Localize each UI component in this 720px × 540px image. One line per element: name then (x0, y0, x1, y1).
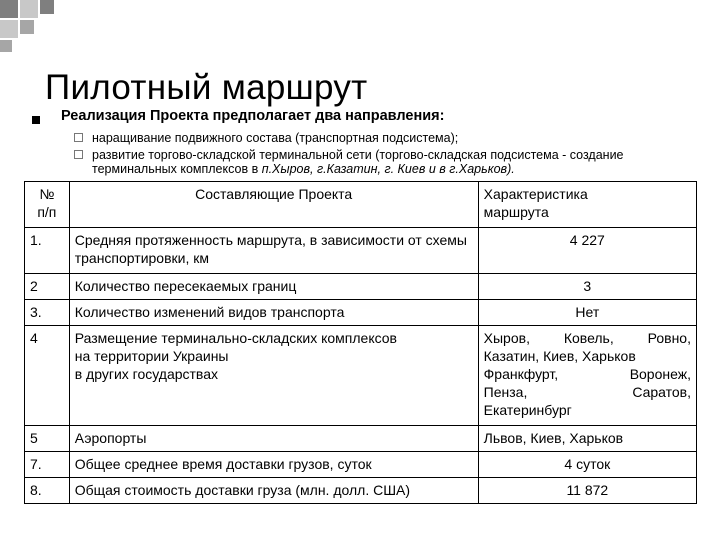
decoration-square (40, 0, 54, 14)
table-header-row (25, 182, 697, 228)
table-row (25, 274, 697, 300)
table-row (25, 326, 697, 426)
row-number: 4 (25, 326, 70, 426)
row-value (478, 326, 696, 426)
row-component: Количество изменений видов транспорта (69, 300, 478, 326)
checkbox-bullet-icon (74, 133, 83, 142)
direction-text-line2: терминальных комплексов в (92, 162, 262, 176)
value-line: Екатеринбург (483, 402, 572, 418)
decoration-square (20, 0, 38, 18)
row-component-line: Размещение терминально-складских комплексов (74, 330, 397, 346)
decoration-square (20, 20, 34, 34)
intro-text: Реализация Проекта предполагает два направления: (61, 108, 445, 124)
route-table (24, 181, 697, 504)
table-row (25, 452, 697, 478)
header-characteristic (478, 182, 696, 228)
row-value: 3 (478, 274, 696, 300)
direction-cities: п.Хыров, г.Казатин, г. Киев и в г.Харьков). (261, 162, 515, 176)
slide-title: Пилотный маршрут (45, 68, 368, 107)
value-line (484, 365, 691, 383)
table-row (25, 300, 697, 326)
decoration-square (0, 0, 18, 18)
header-number-line2: п/п (37, 204, 57, 220)
header-characteristic-line2: маршрута (483, 204, 549, 220)
direction-text: наращивание подвижного состава (транспортная подсистема); (92, 131, 459, 145)
value-line: Казатин, Киев, Харьков (483, 348, 636, 364)
row-number: 8. (25, 478, 70, 504)
decoration-square (0, 40, 12, 52)
value-line (484, 329, 691, 347)
row-number: 7. (25, 452, 70, 478)
direction-text (92, 148, 712, 176)
decoration-square (0, 20, 18, 38)
table-row (25, 426, 697, 452)
city-word: Франкфурт, (483, 366, 559, 382)
direction-text-line1: развитие торгово-складской терминальной сети (торгово-складская подсистема - создание (92, 148, 624, 162)
row-component-line: на территории Украины (74, 348, 229, 364)
row-number: 3. (25, 300, 70, 326)
row-component: Аэропорты (69, 426, 478, 452)
city-word: Воронеж, (629, 366, 691, 382)
header-number-line1: № (39, 186, 55, 202)
square-bullet-icon (32, 116, 40, 124)
value-line (484, 383, 691, 401)
city-word: Ровно, (647, 330, 691, 346)
row-component: Общее среднее время доставки грузов, суток (69, 452, 478, 478)
row-number: 2 (25, 274, 70, 300)
row-value: Львов, Киев, Харьков (478, 426, 696, 452)
header-number (25, 182, 70, 228)
city-word: Ковель, (563, 330, 614, 346)
city-word: Пенза, (483, 384, 528, 400)
row-component: Количество пересекаемых границ (69, 274, 478, 300)
row-value: 4 227 (478, 228, 696, 274)
row-component-line: в других государствах (74, 366, 218, 382)
row-component (69, 326, 478, 426)
row-component: Средняя протяженность маршрута, в зависимости от схемы транспортировки, км (69, 228, 478, 274)
checkbox-bullet-icon (74, 150, 83, 159)
table-row (25, 478, 697, 504)
city-word: Саратов, (632, 384, 691, 400)
row-value: 11 872 (478, 478, 696, 504)
row-number: 5 (25, 426, 70, 452)
row-component: Общая стоимость доставки груза (млн. долл. США) (69, 478, 478, 504)
row-value: 4 суток (478, 452, 696, 478)
table-row (25, 228, 697, 274)
row-number: 1. (25, 228, 70, 274)
header-component: Составляющие Проекта (69, 182, 478, 228)
header-characteristic-line1: Характеристика (483, 186, 588, 202)
row-value: Нет (478, 300, 696, 326)
city-word: Хыров, (483, 330, 530, 346)
